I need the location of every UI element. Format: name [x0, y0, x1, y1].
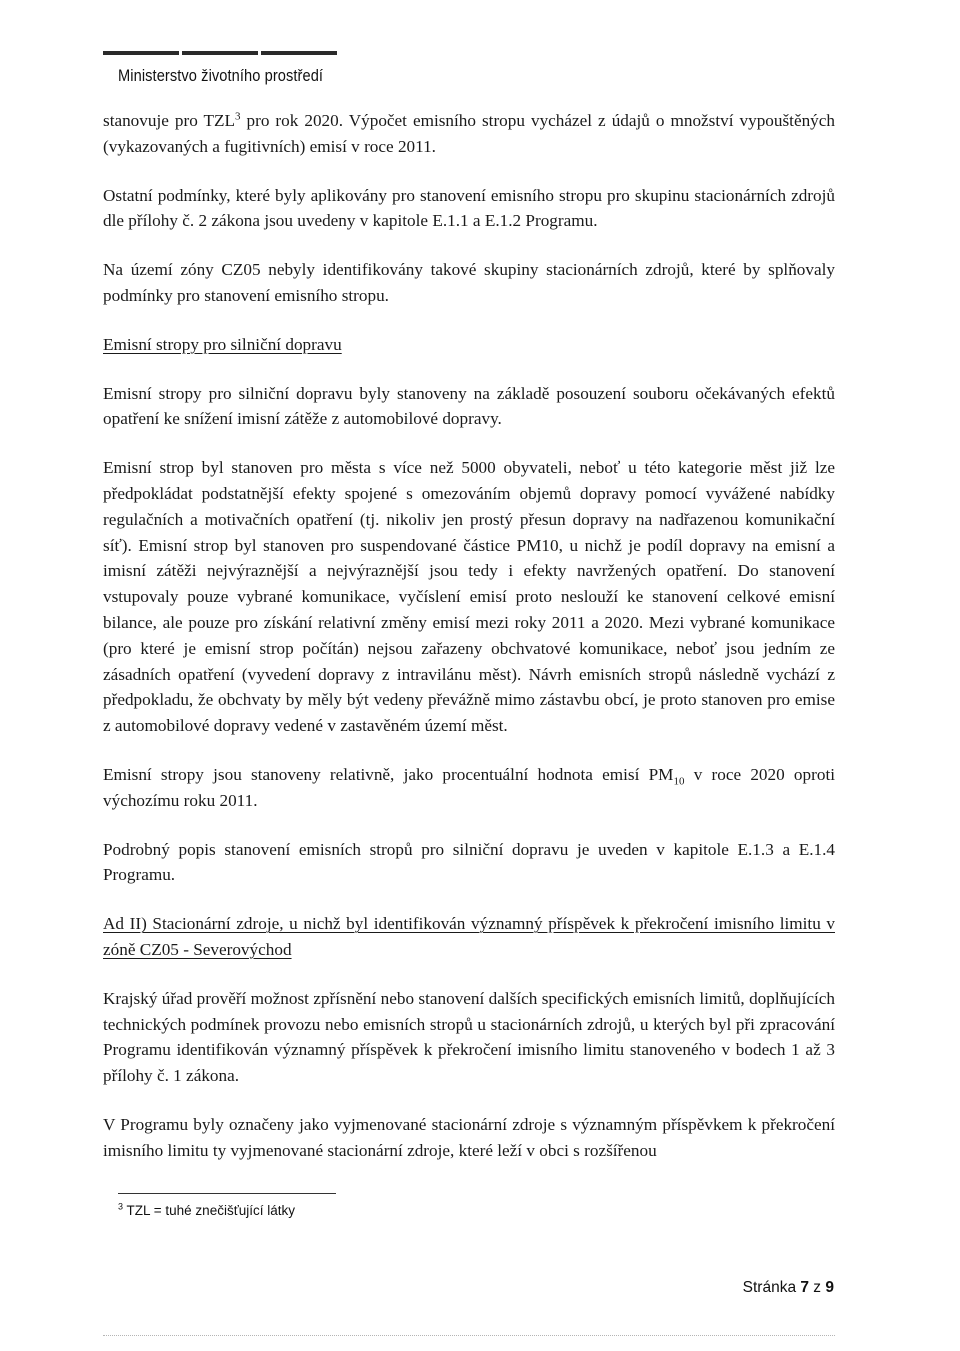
scan-artifact-line	[103, 1335, 835, 1336]
header-rule-2	[182, 51, 258, 55]
section-heading-road-transport: Emisní stropy pro silniční dopravu	[103, 334, 342, 354]
paragraph-7: Podrobný popis stanovení emisních stropů pro silniční dopravu je uveden v kapitole E.1.3 a E.1.4 Programu.	[103, 839, 835, 885]
document-body	[103, 108, 835, 1164]
paragraph-3: Na území zóny CZ05 nebyly identifikovány takové skupiny stacionárních zdrojů, které by splňovaly podmínky pro stanovení emisního stropu.	[103, 260, 835, 305]
paragraph-4: Emisní stropy pro silniční dopravu byly stanoveny na základě posouzení souboru očekávaných efektů opatření ke snížení imisní zátěže z automobilové dopravy.	[103, 383, 835, 429]
header-title: Ministerstvo životního prostředí	[118, 66, 324, 85]
header-rule-1	[103, 51, 179, 55]
paragraph-5: Emisní strop byl stanoven pro města s více než 5000 obyvateli, neboť u této kategorie měst již lze předpokládat podstatnější efekty spojené s omezováním objemů dopravy pomocí vyvážené nabídky regulačních a motivačních opatření (tj. nikoliv jen prostý přesun dopravy na nadřazenou komunikační síť). Emisní strop byl stanoven pro suspendované částice PM10, u nichž je podíl dopravy na emisní a imisní zátěži nejvýraznější a nejvýraznější jsou tedy i efekty navržených opatření. Do stanovení vstupovaly pouze vybrané komunikace, vyčíslení emisí proto neslouží ke stanovení celkové emisní bilance, ale pouze pro získání relativní změny emisí mezi roky 2011 a 2020. Mezi vybrané komunikace (pro které je emisní strop počítán) nejsou zařazeny obchvatové komunikace, neboť jsou jedním ze zásadních opatření (vyvedení dopravy z intravilánu měst). Návrh emisních stropů následně vychází z předpokladu, že obchvaty by měly být vedeny převážně mimo zástavbu obcí, je proto stanoven pro emise z automobilové dopravy vedené v zastavěném území měst.	[103, 458, 835, 736]
paragraph-9: V Programu byly označeny jako vyjmenované stacionární zdroje s významným příspěvkem k překročení imisního limitu ty vyjmenované stacionární zdroje, které leží v obci s rozšířenou	[103, 1114, 835, 1160]
page-total: 9	[825, 1279, 834, 1296]
footnote-ref[interactable]: 3	[235, 110, 241, 123]
section-heading-stationary-sources: Ad II) Stacionární zdroje, u nichž byl identifikován významný příspěvek k překročení imisního limitu v zóně CZ05 - Severovýchod	[103, 914, 835, 959]
paragraph-8: Krajský úřad prověří možnost zpřísnění nebo stanovení dalších specifických emisních limitů, doplňujících technických podmínek provozu nebo emisních stropů u stacionárních zdrojů, u kterých byl při zpracování Programu identifikován významný příspěvek k překročení imisního limitu stanoveného v bodech 1 až 3 přílohy č. 1 zákona.	[103, 988, 835, 1086]
footnote-text: TZL = tuhé znečišťující látky	[123, 1203, 296, 1218]
footnote-rule	[118, 1193, 336, 1194]
page-current: 7	[800, 1279, 809, 1296]
paragraph-1: stanovuje pro TZL$^3$ pro rok 2020. Výpočet emisního stropu vycházel z údajů o množství vypouštěných (vykazovaných a fugitivních) emisí v roce 2011.	[103, 110, 835, 156]
paragraph-6: Emisní stropy jsou stanoveny relativně, jako procentuální hodnota emisí $PM_{10}$ v roce 2020 oproti výchozímu roku 2011.	[103, 764, 835, 810]
footnote	[118, 1203, 295, 1218]
page-number: Stránka 7 z 9	[742, 1279, 834, 1296]
header-rule-3	[261, 51, 337, 55]
paragraph-2: Ostatní podmínky, které byly aplikovány pro stanovení emisního stropu pro skupinu stacionárních zdrojů dle přílohy č. 2 zákona jsou uvedeny v kapitole E.1.1 a E.1.2 Programu.	[103, 185, 835, 231]
footnote-number: 3	[118, 1201, 124, 1212]
